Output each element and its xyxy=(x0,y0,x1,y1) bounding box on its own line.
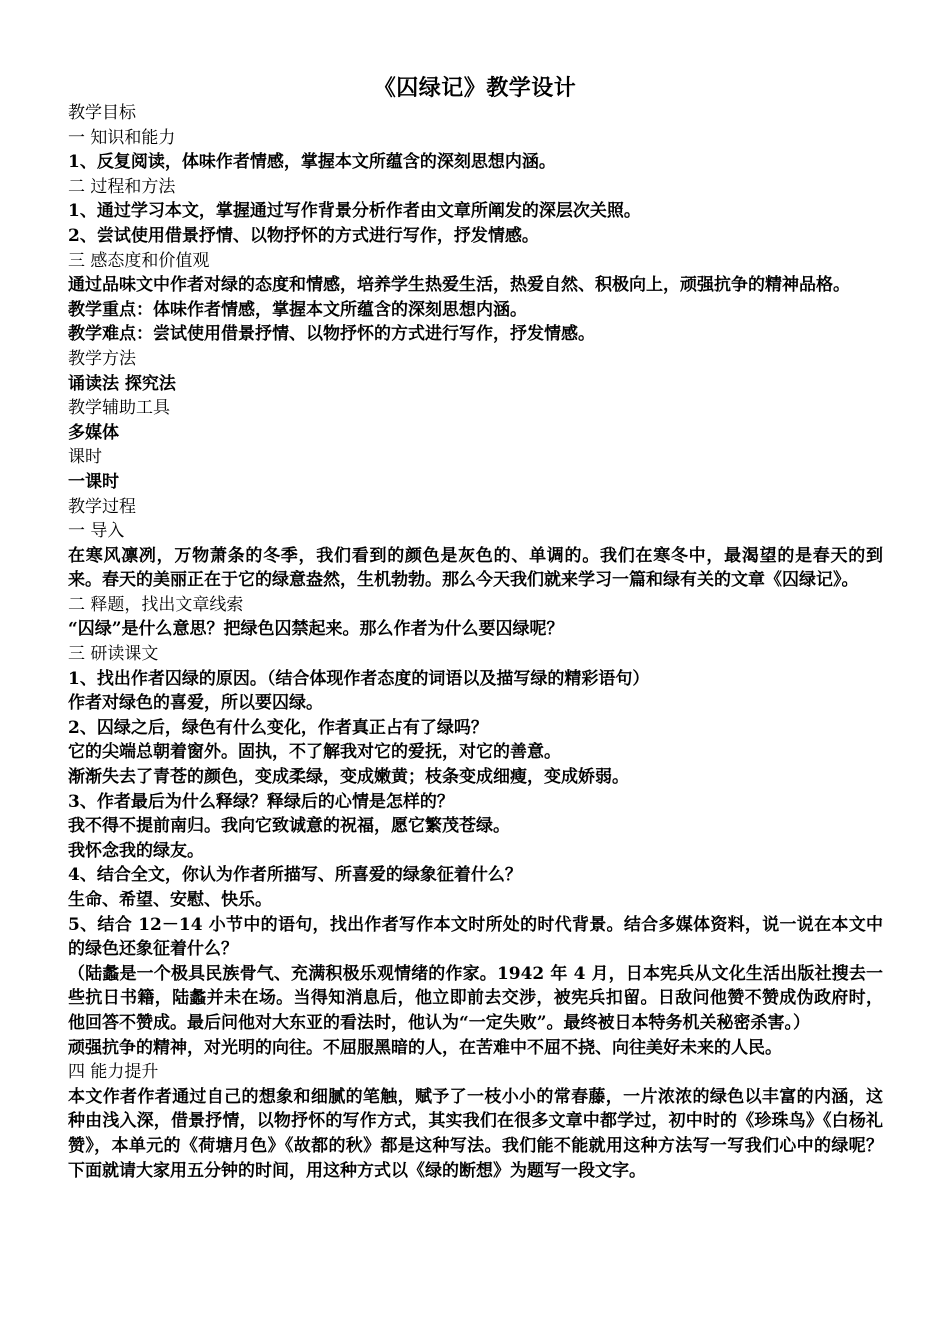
answer: 生命、希望、安慰、快乐。 xyxy=(68,890,272,910)
paragraph: 教学难点：尝试使用借景抒情、以物抒怀的方式进行写作，抒发情感。 xyxy=(68,324,595,345)
subsection-heading: 三 感态度和价值观 xyxy=(68,250,210,271)
answer: 我不得不提前南归。我向它致诚意的祝福，愿它繁茂苍绿。 xyxy=(68,816,510,837)
answer: 作者对绿色的喜爱，所以要囚绿。 xyxy=(68,693,323,714)
paragraph: 一课时 xyxy=(68,471,119,492)
section-heading: 教学方法 xyxy=(68,348,136,369)
question: 5、结合 12－14 小节中的语句，找出作者写作本文时所处的时代背景。结合多媒体资料，说一说在本文中的绿色还象征着什么？ xyxy=(68,914,883,960)
subsection-heading: 一 导入 xyxy=(68,521,125,542)
document-body xyxy=(68,101,883,1183)
subsection-heading: 四 能力提升 xyxy=(68,1062,159,1083)
section-heading: 教学过程 xyxy=(68,496,136,517)
paragraph: 1、通过学习本文，掌握通过写作背景分析作者由文章所阐发的深层次关照。 xyxy=(68,201,641,222)
paragraph: 1、反复阅读，体味作者情感，掌握本文所蕴含的深刻思想内涵。 xyxy=(68,152,556,173)
subsection-heading: 一 知识和能力 xyxy=(68,127,176,148)
paragraph: 本文作者作者通过自己的想象和细腻的笔触，赋予了一枝小小的常春藤，一片浓浓的绿色以丰富的内涵，这种由浅入深，借景抒情，以物抒怀的写作方式，其实我们在很多文章中都学过，初中时的《珍珠鸟》《白杨礼赞》，本单元的《荷塘月色》《故都的秋》都是这种写法。我们能不能就用这种方法写一写我们心中的绿呢？下面就请大家用五分钟的时间，用这种方式以《绿的断想》为题写一段文字。 xyxy=(68,1086,883,1181)
answer: 渐渐失去了青苍的颜色，变成柔绿，变成嫩黄；枝条变成细瘦，变成娇弱。 xyxy=(68,767,629,788)
subsection-heading: 二 释题，找出文章线索 xyxy=(68,594,244,615)
question: 1、找出作者囚绿的原因。（结合体现作者态度的词语以及描写绿的精彩语句） xyxy=(68,668,650,689)
subsection-heading: 三 研读课文 xyxy=(68,644,159,665)
section-heading: 课时 xyxy=(68,447,102,468)
background-note: （陆蠡是一个极具民族骨气、充满积极乐观情绪的作家。1942 年 4 月，日本宪兵从文化生活出版社搜去一些抗日书籍，陆蠡并未在场。当得知消息后，他立即前去交涉，被宪兵扣留。日敌问他赞不赞成伪政府时，他回答不赞成。最后问他对大东亚的看法时，他认为“一定失败”。最终被日本特务机关秘密杀害。） xyxy=(68,963,883,1033)
document-title: 《囚绿记》教学设计 xyxy=(373,75,577,101)
paragraph: 教学重点：体味作者情感，掌握本文所蕴含的深刻思想内涵。 xyxy=(68,299,527,320)
paragraph: 诵读法 探究法 xyxy=(68,373,176,394)
section-heading: 教学目标 xyxy=(68,103,136,123)
section-heading: 教学辅助工具 xyxy=(68,398,170,419)
paragraph: 2、尝试使用借景抒情、以物抒怀的方式进行写作，抒发情感。 xyxy=(68,225,539,246)
answer: 我怀念我的绿友。 xyxy=(68,840,204,861)
subsection-heading: 二 过程和方法 xyxy=(68,176,176,197)
paragraph: 通过品味文中作者对绿的态度和情感，培养学生热爱生活，热爱自然、积极向上，顽强抗争的精神品格。 xyxy=(68,275,850,296)
paragraph: “囚绿”是什么意思？把绿色囚禁起来。那么作者为什么要囚绿呢？ xyxy=(68,619,564,640)
paragraph: 在寒风凛冽，万物萧条的冬季，我们看到的颜色是灰色的、单调的。我们在寒冬中，最渴望的是春天的到来。春天的美丽正在于它的绿意盎然，生机勃勃。那么今天我们就来学习一篇和绿有关的文章《囚绿记》。 xyxy=(68,545,883,591)
question: 3、作者最后为什么释绿？释绿后的心情是怎样的？ xyxy=(68,791,454,812)
paragraph: 多媒体 xyxy=(68,422,119,443)
answer: 它的尖端总朝着窗外。固执，不了解我对它的爱抚，对它的善意。 xyxy=(68,742,561,763)
question: 2、囚绿之后，绿色有什么变化，作者真正占有了绿吗？ xyxy=(68,717,488,738)
question: 4、结合全文，你认为作者所描写、所喜爱的绿象征着什么？ xyxy=(68,865,522,886)
answer: 顽强抗争的精神，对光明的向往。不屈服黑暗的人，在苦难中不屈不挠、向往美好未来的人民。 xyxy=(68,1037,782,1058)
